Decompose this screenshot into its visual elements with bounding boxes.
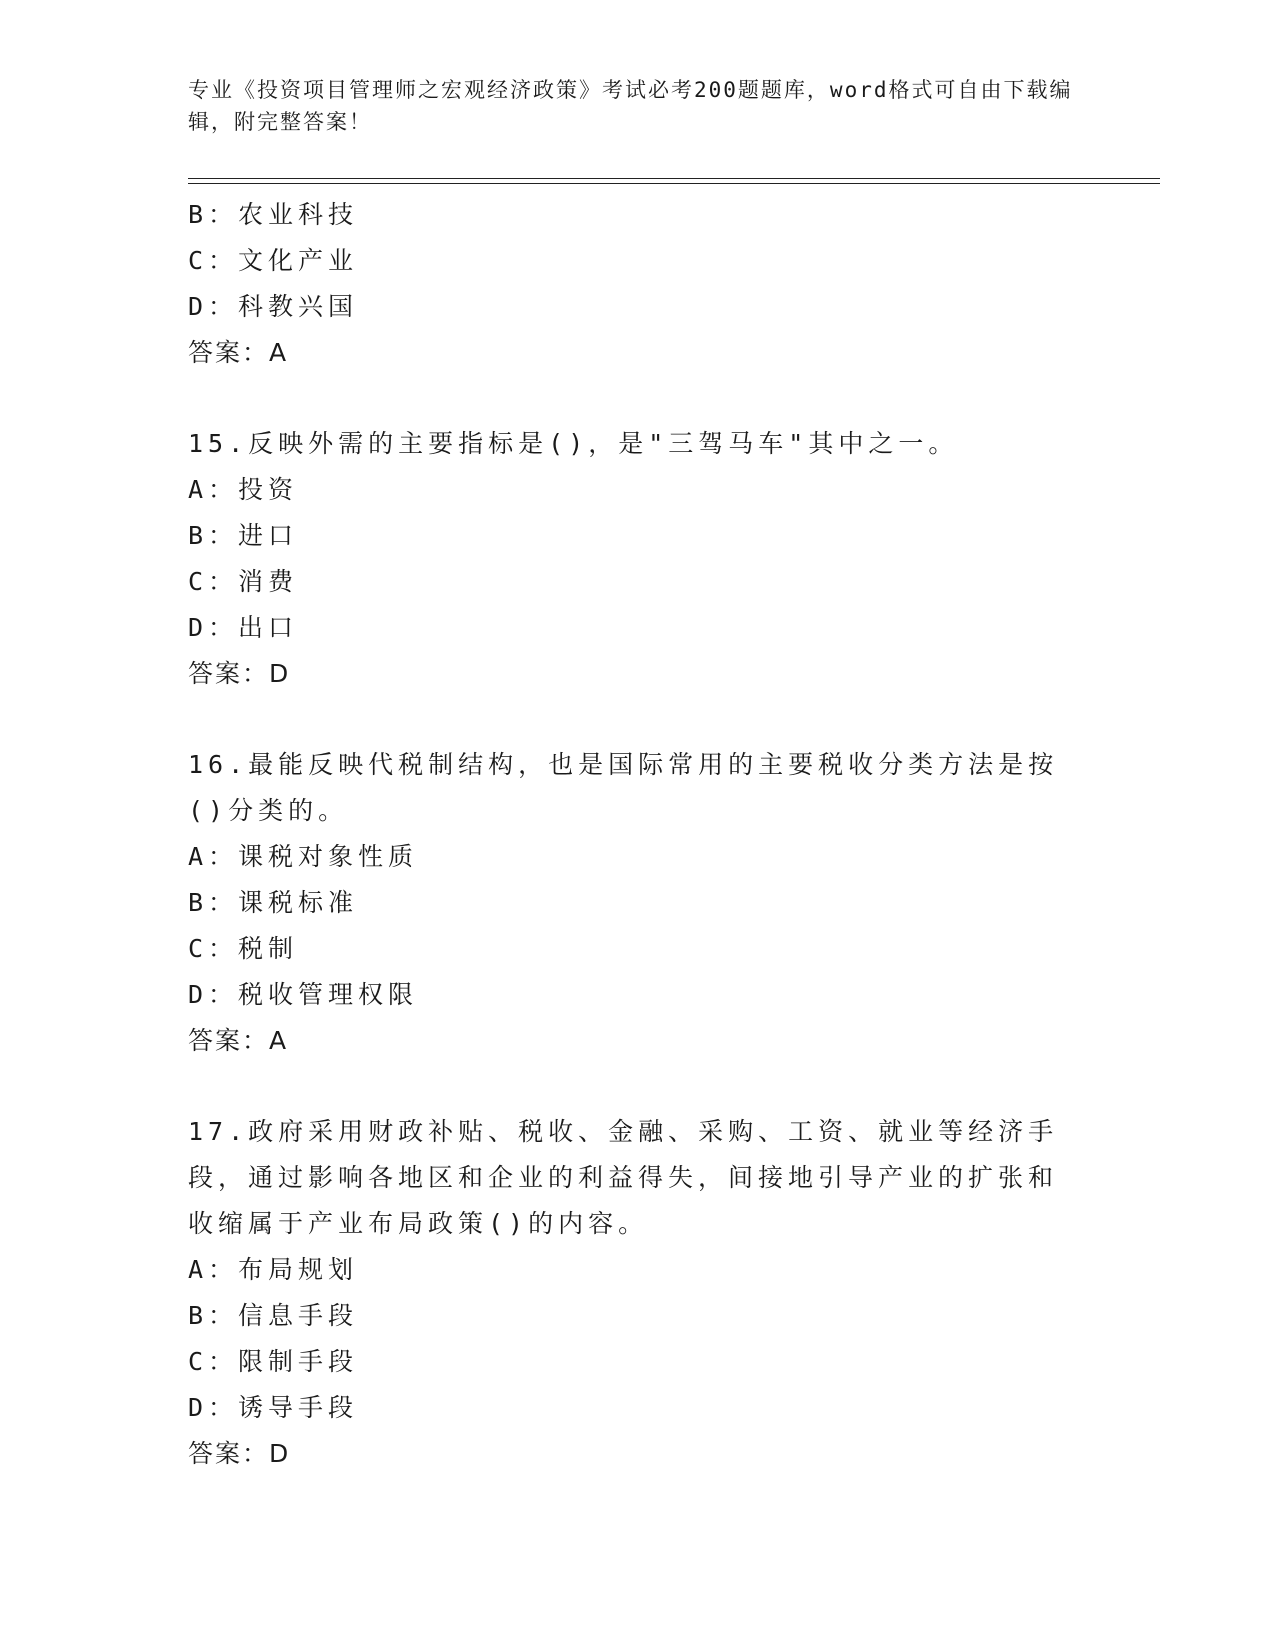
option-d: D：出口 xyxy=(188,613,299,642)
option-b: B：农业科技 xyxy=(188,200,359,229)
option-c: C：消费 xyxy=(188,567,299,596)
option-d: D：诱导手段 xyxy=(188,1393,359,1422)
option-b: B：信息手段 xyxy=(188,1301,359,1330)
question-content xyxy=(188,192,1088,1477)
question-block xyxy=(188,421,1088,697)
question-block xyxy=(188,192,1088,376)
option-d: D：科教兴国 xyxy=(188,292,359,321)
header-divider-bottom xyxy=(188,183,1160,184)
option-a: A：布局规划 xyxy=(188,1255,359,1284)
option-c: C：税制 xyxy=(188,934,299,963)
option-d: D：税收管理权限 xyxy=(188,980,419,1009)
option-b: B：课税标准 xyxy=(188,888,359,917)
answer-line: 答案：D xyxy=(188,1439,291,1468)
option-a: A：课税对象性质 xyxy=(188,842,419,871)
answer-line: 答案：D xyxy=(188,659,291,688)
question-text: 16.最能反映代税制结构，也是国际常用的主要税收分类方法是按()分类的。 xyxy=(188,750,1059,825)
spacer xyxy=(188,376,1088,421)
question-block xyxy=(188,742,1088,1064)
question-text: 17.政府采用财政补贴、税收、金融、采购、工资、就业等经济手段，通过影响各地区和企业的利益得失，间接地引导产业的扩张和收缩属于产业布局政策()的内容。 xyxy=(188,1117,1059,1238)
header-divider-top xyxy=(188,178,1160,179)
option-b: B：进口 xyxy=(188,521,299,550)
option-c: C：限制手段 xyxy=(188,1347,359,1376)
spacer xyxy=(188,1064,1088,1109)
document-header: 专业《投资项目管理师之宏观经济政策》考试必考200题题库，word格式可自由下载编辑，附完整答案！ xyxy=(188,78,1073,134)
question-block xyxy=(188,1109,1088,1477)
option-c: C：文化产业 xyxy=(188,246,359,275)
answer-line: 答案：A xyxy=(188,338,289,367)
question-text: 15.反映外需的主要指标是()，是"三驾马车"其中之一。 xyxy=(188,429,959,458)
option-a: A：投资 xyxy=(188,475,299,504)
spacer xyxy=(188,697,1088,742)
answer-line: 答案：A xyxy=(188,1026,289,1055)
